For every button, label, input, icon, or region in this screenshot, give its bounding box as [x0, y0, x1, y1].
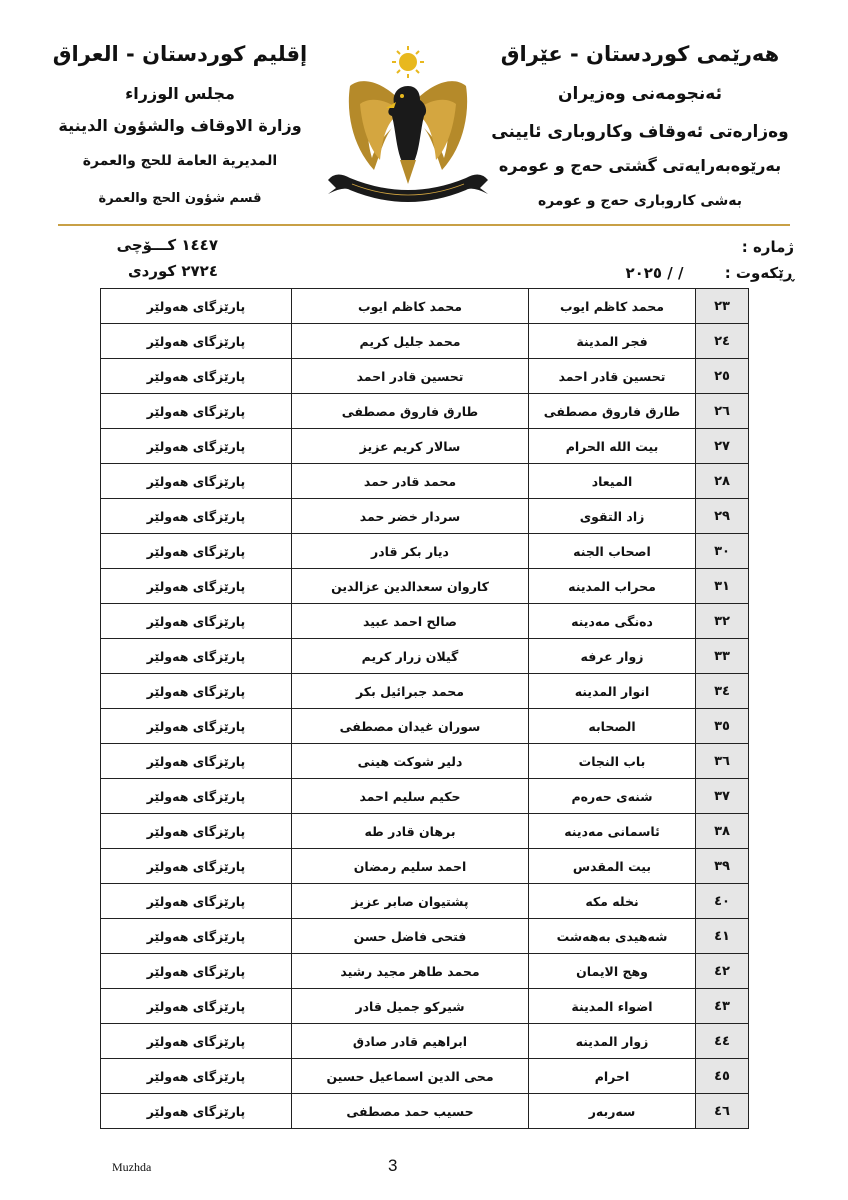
governorate: پارێزگای هەولێر	[101, 919, 292, 954]
header-arabic-line-region: إقليم كوردستان - العراق	[52, 42, 308, 66]
representative-name: برهان قادر طه	[292, 814, 529, 849]
row-number: ٣٥	[696, 709, 749, 744]
governorate: پارێزگای هەولێر	[101, 744, 292, 779]
agency-name: شەهیدی بەهەشت	[529, 919, 696, 954]
table-row	[101, 1094, 749, 1129]
table-row	[101, 569, 749, 604]
row-number: ٢٩	[696, 499, 749, 534]
table-row	[101, 394, 749, 429]
table-row	[101, 534, 749, 569]
agency-name: انوار المدينه	[529, 674, 696, 709]
row-number: ٣٧	[696, 779, 749, 814]
header-divider	[58, 224, 790, 226]
governorate: پارێزگای هەولێر	[101, 359, 292, 394]
table-row	[101, 709, 749, 744]
governorate: پارێزگای هەولێر	[101, 289, 292, 324]
row-number: ٣١	[696, 569, 749, 604]
governorate: پارێزگای هەولێر	[101, 464, 292, 499]
header-kurdish-line-ministry: وەزارەتی ئەوقاف وكاروباری ئایینی	[491, 122, 789, 142]
row-number: ٣٨	[696, 814, 749, 849]
agency-name: زوار المدينه	[529, 1024, 696, 1059]
row-number: ٤٠	[696, 884, 749, 919]
row-number: ٣٤	[696, 674, 749, 709]
agency-name: بيت الله الحرام	[529, 429, 696, 464]
governorate: پارێزگای هەولێر	[101, 394, 292, 429]
representative-name: محمد جبرائيل بكر	[292, 674, 529, 709]
representative-name: شيركو جميل قادر	[292, 989, 529, 1024]
representative-name: احمد سليم رمضان	[292, 849, 529, 884]
governorate: پارێزگای هەولێر	[101, 639, 292, 674]
agency-name: احرام	[529, 1059, 696, 1094]
governorate: پارێزگای هەولێر	[101, 779, 292, 814]
representative-name: محمد كاظم ايوب	[292, 289, 529, 324]
header-arabic-line-section: قسم شؤون الحج والعمرة	[98, 191, 262, 206]
governorate: پارێزگای هەولێر	[101, 709, 292, 744]
header-arabic-line-ministry: وزارة الاوقاف والشؤون الدينية	[58, 116, 302, 135]
row-number: ٤٢	[696, 954, 749, 989]
agency-name: شنەی حەرەم	[529, 779, 696, 814]
agency-name: تحسين قادر احمد	[529, 359, 696, 394]
table-row	[101, 464, 749, 499]
governorate: پارێزگای هەولێر	[101, 884, 292, 919]
agency-name: سەربەر	[529, 1094, 696, 1129]
agency-table	[100, 288, 749, 1129]
hijri-year: ١٤٤٧ كـــۆچى	[116, 236, 218, 254]
table-row	[101, 849, 749, 884]
row-number: ٣٩	[696, 849, 749, 884]
header-arabic	[50, 44, 310, 205]
representative-name: صالح احمد عبيد	[292, 604, 529, 639]
table-row	[101, 744, 749, 779]
agency-name: زاد التقوى	[529, 499, 696, 534]
row-number: ٣٠	[696, 534, 749, 569]
representative-name: سردار خضر حمد	[292, 499, 529, 534]
representative-name: دلير شوكت هينى	[292, 744, 529, 779]
table-row	[101, 989, 749, 1024]
table-row	[101, 639, 749, 674]
table-row	[101, 359, 749, 394]
representative-name: پشتيوان صابر عزيز	[292, 884, 529, 919]
agency-name: اضواء المدينة	[529, 989, 696, 1024]
agency-name: اصحاب الجنه	[529, 534, 696, 569]
representative-name: تحسين قادر احمد	[292, 359, 529, 394]
row-number: ٣٢	[696, 604, 749, 639]
table-row	[101, 779, 749, 814]
row-number: ٢٤	[696, 324, 749, 359]
row-number: ٤٦	[696, 1094, 749, 1129]
agency-name: الصحابه	[529, 709, 696, 744]
reference-date-row	[625, 260, 794, 286]
row-number: ٣٣	[696, 639, 749, 674]
table-row	[101, 1024, 749, 1059]
header-arabic-line-council: مجلس الوزراء	[125, 84, 235, 103]
calendar-years	[118, 232, 218, 284]
table-row	[101, 1059, 749, 1094]
agency-name: زوار عرفه	[529, 639, 696, 674]
agency-name: طارق فاروق مصطفى	[529, 394, 696, 429]
table-row	[101, 429, 749, 464]
table-row	[101, 954, 749, 989]
governorate: پارێزگای هەولێر	[101, 1094, 292, 1129]
representative-name: محمد جليل كريم	[292, 324, 529, 359]
row-number: ٢٨	[696, 464, 749, 499]
governorate: پارێزگای هەولێر	[101, 1059, 292, 1094]
table-row	[101, 499, 749, 534]
header-kurdish-line-council: ئەنجومەنی وەزیران	[557, 84, 722, 104]
table-row	[101, 919, 749, 954]
governorate: پارێزگای هەولێر	[101, 814, 292, 849]
agency-name: نخله مكه	[529, 884, 696, 919]
representative-name: سالار كريم عزيز	[292, 429, 529, 464]
row-number: ٤٥	[696, 1059, 749, 1094]
row-number: ٤١	[696, 919, 749, 954]
table-row	[101, 814, 749, 849]
kurdistan-eagle-emblem-icon	[322, 42, 494, 210]
governorate: پارێزگای هەولێر	[101, 604, 292, 639]
table-row	[101, 604, 749, 639]
table-row	[101, 884, 749, 919]
representative-name: طارق فاروق مصطفى	[292, 394, 529, 429]
agency-name: محراب المدينه	[529, 569, 696, 604]
governorate: پارێزگای هەولێر	[101, 429, 292, 464]
footer-author: Muzhda	[112, 1160, 152, 1174]
representative-name: فتحى فاضل حسن	[292, 919, 529, 954]
governorate: پارێزگای هەولێر	[101, 989, 292, 1024]
row-number: ٢٦	[696, 394, 749, 429]
representative-name: حكيم سليم احمد	[292, 779, 529, 814]
table-row	[101, 289, 749, 324]
reference-date-label: ڕێكەوت :	[724, 264, 794, 282]
representative-name: ابراهيم قادر صادق	[292, 1024, 529, 1059]
representative-name: محمد قادر حمد	[292, 464, 529, 499]
governorate: پارێزگای هەولێر	[101, 1024, 292, 1059]
representative-name: ديار بكر قادر	[292, 534, 529, 569]
agency-name: دەنگی مەدینە	[529, 604, 696, 639]
row-number: ٤٤	[696, 1024, 749, 1059]
header-kurdish-line-section: بەشی كاروباری حەج و عومرە	[537, 193, 743, 209]
representative-name: گيلان زرار كريم	[292, 639, 529, 674]
governorate: پارێزگای هەولێر	[101, 849, 292, 884]
agency-name: الميعاد	[529, 464, 696, 499]
row-number: ٣٦	[696, 744, 749, 779]
representative-name: سوران غيدان مصطفى	[292, 709, 529, 744]
agency-name: ئاسمانی مەدینە	[529, 814, 696, 849]
row-number: ٢٣	[696, 289, 749, 324]
agency-name: محمد كاظم ايوب	[529, 289, 696, 324]
governorate: پارێزگای هەولێر	[101, 324, 292, 359]
reference-date-value: / / ٢٠٢٥	[625, 264, 684, 282]
kurdish-year: ٢٧٢٤ كوردى	[127, 262, 218, 280]
representative-name: محى الدين اسماعيل حسين	[292, 1059, 529, 1094]
reference-number-label: ژمارە :	[741, 238, 794, 256]
row-number: ٢٥	[696, 359, 749, 394]
representative-name: حسيب حمد مصطفى	[292, 1094, 529, 1129]
agency-name: وهج الايمان	[529, 954, 696, 989]
table-row	[101, 674, 749, 709]
agency-table-body	[101, 289, 749, 1129]
header-arabic-line-directorate: المديرية العامة للحج والعمرة	[82, 153, 278, 169]
agency-name: باب النجات	[529, 744, 696, 779]
governorate: پارێزگای هەولێر	[101, 499, 292, 534]
sun-icon	[392, 46, 424, 78]
header-kurdish-line-region: هەرێمی كوردستان - عێراق	[500, 42, 780, 66]
page-number: 3	[388, 1156, 398, 1175]
table-row	[101, 324, 749, 359]
agency-name: بيت المقدس	[529, 849, 696, 884]
agency-name: فجر المدينة	[529, 324, 696, 359]
representative-name: محمد طاهر مجيد رشيد	[292, 954, 529, 989]
representative-name: كاروان سعدالدين عزالدين	[292, 569, 529, 604]
reference-block	[625, 234, 794, 286]
governorate: پارێزگای هەولێر	[101, 954, 292, 989]
governorate: پارێزگای هەولێر	[101, 674, 292, 709]
row-number: ٤٣	[696, 989, 749, 1024]
header-kurdish	[490, 44, 790, 208]
governorate: پارێزگای هەولێر	[101, 534, 292, 569]
governorate: پارێزگای هەولێر	[101, 569, 292, 604]
row-number: ٢٧	[696, 429, 749, 464]
header-kurdish-line-directorate: بەرێوەبەرایەتی گشتی حەج و عومرە	[498, 156, 782, 175]
